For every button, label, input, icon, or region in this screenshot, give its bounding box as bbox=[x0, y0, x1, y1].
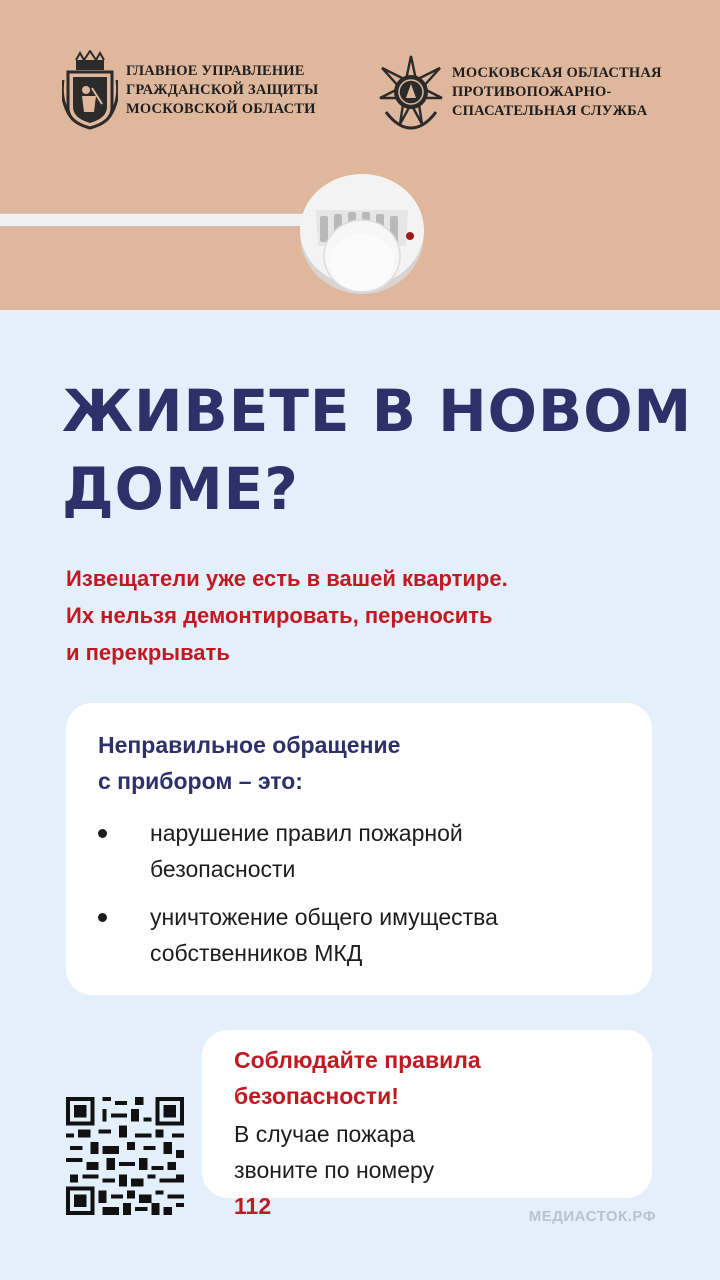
list-item-line: уничтожение общего имущества bbox=[150, 904, 498, 930]
org-name-line: ГЛАВНОЕ УПРАВЛЕНИЕ bbox=[126, 62, 305, 79]
info-card-title bbox=[98, 727, 400, 799]
warning-line: и перекрывать bbox=[66, 640, 230, 665]
moscow-oblast-coat-of-arms-icon bbox=[62, 50, 118, 130]
header-banner bbox=[0, 0, 720, 310]
org-mosoblpojspas-name bbox=[452, 64, 662, 121]
org-name-line: МОСКОВСКАЯ ОБЛАСТНАЯ bbox=[452, 64, 662, 81]
warning-text bbox=[66, 560, 666, 671]
cta-body-prefix: звоните по номеру bbox=[234, 1157, 435, 1183]
info-card bbox=[66, 703, 652, 995]
bullet-dot-icon bbox=[98, 829, 107, 838]
cta-title-line: безопасности! bbox=[234, 1083, 399, 1109]
org-name-line: СПАСАТЕЛЬНАЯ СЛУЖБА bbox=[452, 102, 648, 119]
page-title-line: ЖИВЕТЕ В НОВОМ bbox=[62, 377, 693, 445]
list-item-text bbox=[150, 815, 463, 887]
ceiling-cable bbox=[0, 213, 320, 227]
org-gu-gz-mo bbox=[62, 50, 318, 130]
emergency-number[interactable]: 112 bbox=[234, 1193, 272, 1219]
warning-line: Их нельзя демонтировать, переносить bbox=[66, 603, 493, 628]
fire-rescue-emblem-icon bbox=[378, 54, 444, 130]
info-card-title-line: Неправильное обращение bbox=[98, 732, 401, 758]
list-item-text bbox=[150, 899, 498, 971]
list-item-line: безопасности bbox=[150, 856, 296, 882]
cta-body-line: В случае пожара bbox=[234, 1121, 415, 1147]
org-name-line: МОСКОВСКОЙ ОБЛАСТИ bbox=[126, 100, 316, 117]
org-gu-gz-mo-name bbox=[126, 62, 318, 119]
cta-body bbox=[234, 1116, 434, 1224]
page-title bbox=[62, 372, 693, 528]
qr-code-icon[interactable] bbox=[66, 1097, 184, 1215]
list-item-line: нарушение правил пожарной bbox=[150, 820, 463, 846]
warning-line: Извещатели уже есть в вашей квартире. bbox=[66, 566, 508, 591]
page-title-line: ДОМЕ? bbox=[62, 455, 299, 523]
org-name-line: ГРАЖДАНСКОЙ ЗАЩИТЫ bbox=[126, 81, 319, 98]
bullet-dot-icon bbox=[98, 913, 107, 922]
smoke-detector-icon bbox=[298, 172, 426, 298]
footer-watermark: МЕДИАСТОК.РФ bbox=[528, 1208, 656, 1225]
info-card-title-line: с прибором – это: bbox=[98, 768, 303, 794]
cta-body-line bbox=[234, 1152, 434, 1224]
list-item-line: собственников МКД bbox=[150, 940, 363, 966]
cta-title-line: Соблюдайте правила bbox=[234, 1047, 481, 1073]
org-mosoblpojspas bbox=[378, 54, 662, 130]
cta-title bbox=[234, 1042, 481, 1114]
org-name-line: ПРОТИВОПОЖАРНО- bbox=[452, 83, 612, 100]
